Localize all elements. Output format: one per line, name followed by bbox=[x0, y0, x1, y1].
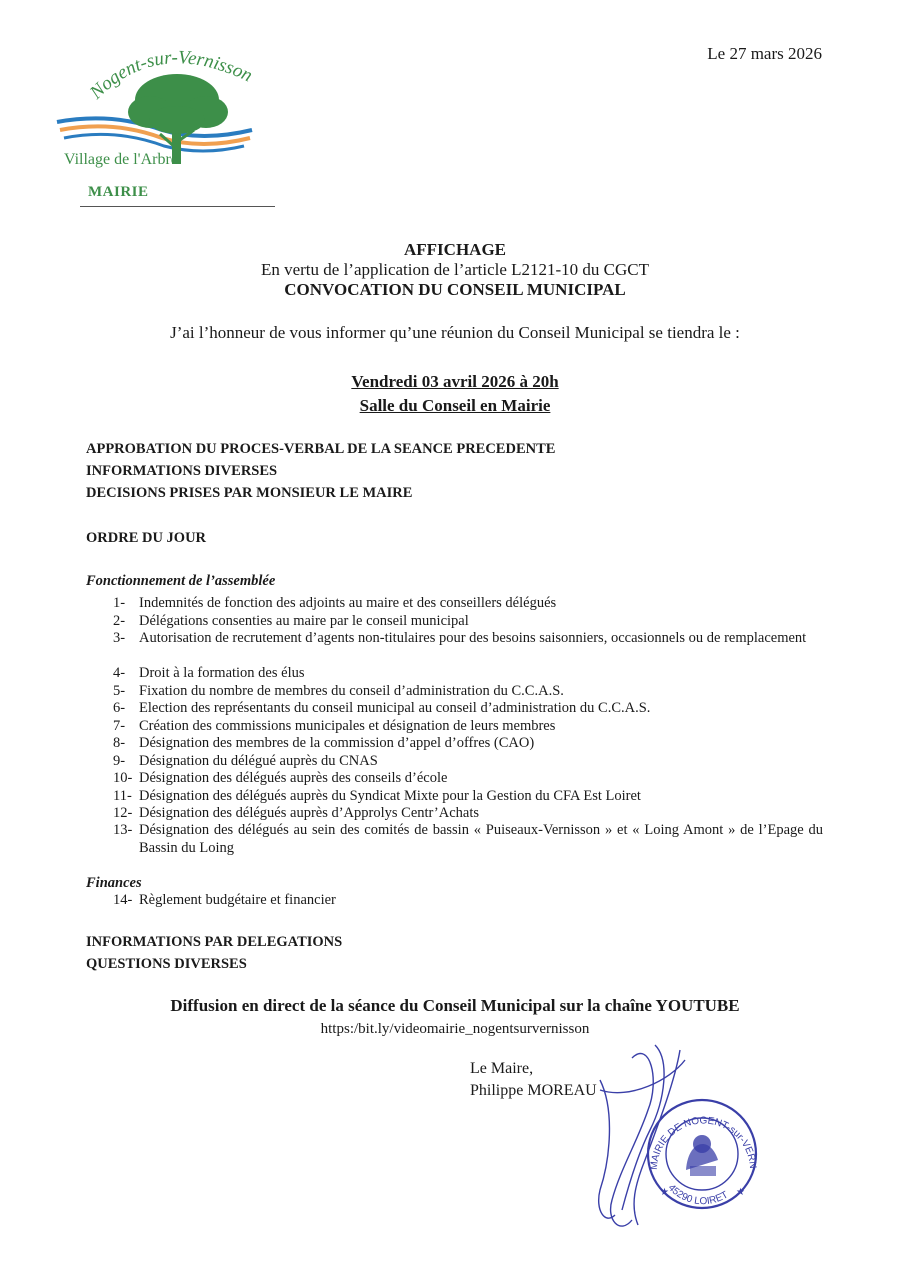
agenda-item: 4- Droit à la formation des élus bbox=[113, 665, 305, 681]
agenda-item: 13- Désignation des délégués au sein des comités de bassin « Puiseaux-Vernisson » et « Loing Amont » de l’Epage du Bassin du Loing bbox=[113, 822, 823, 856]
agenda-item: 8- Désignation des membres de la commission d’appel d’offres (CAO) bbox=[113, 735, 535, 751]
title-convocation: CONVOCATION DU CONSEIL MUNICIPAL bbox=[284, 280, 626, 299]
preliminary-item: APPROBATION DU PROCES-VERBAL DE LA SEANCE PRECEDENTE bbox=[86, 441, 556, 457]
live-stream-url[interactable]: https:/bit.ly/videomairie_nogentsurvernisson bbox=[320, 1021, 590, 1037]
signature-and-stamp bbox=[560, 1020, 780, 1240]
title-legal-basis: En vertu de l’application de l’article L2121-10 du CGCT bbox=[260, 260, 650, 279]
agenda-item: 12- Désignation des délégués auprès d’Approlys Centr’Achats bbox=[113, 805, 479, 821]
star-icon: ★ bbox=[736, 1187, 745, 1198]
agenda-item: 10- Désignation des délégués auprès des conseils d’école bbox=[113, 770, 448, 786]
signer-name: Philippe MOREAU bbox=[470, 1082, 597, 1099]
star-icon: ★ bbox=[660, 1187, 669, 1198]
meeting-details bbox=[0, 370, 900, 418]
logo-tagline: Village de l'Arbre bbox=[64, 151, 178, 168]
meeting-date-time: Vendredi 03 avril 2026 à 20h bbox=[351, 372, 559, 391]
meeting-location: Salle du Conseil en Mairie bbox=[359, 396, 551, 415]
handwritten-signature bbox=[599, 1045, 685, 1226]
section-title-finances: Finances bbox=[86, 875, 142, 891]
section-title-assembly: Fonctionnement de l’assemblée bbox=[86, 573, 276, 589]
stamp-bottom-text: 45290 LOIRET bbox=[665, 1182, 731, 1208]
intro-text: J’ai l’honneur de vous informer qu’une réunion du Conseil Municipal se tiendra le : bbox=[170, 323, 740, 342]
stamp-top-text: MAIRIE DE NOGENT-sur-VERN bbox=[648, 1115, 759, 1171]
title-affichage: AFFICHAGE bbox=[404, 240, 506, 259]
agenda-item: 7- Création des commissions municipales et désignation de leurs membres bbox=[113, 718, 556, 734]
agenda-item: 6- Election des représentants du conseil municipal au conseil d’administration du C.C.A.S. bbox=[113, 700, 651, 716]
live-stream-notice: Diffusion en direct de la séance du Conseil Municipal sur la chaîne YOUTUBE bbox=[170, 996, 740, 1015]
logo-mairie-label: MAIRIE bbox=[88, 184, 149, 200]
agenda-item: 11- Désignation des délégués auprès du Syndicat Mixte pour la Gestion du CFA Est Loiret bbox=[113, 788, 641, 804]
agenda-item: 3- Autorisation de recrutement d’agents non-titulaires pour des besoins saisonniers, occasionnels ou de remplacement bbox=[113, 630, 807, 646]
logo-town-name: Nogent-sur-Vernisson bbox=[85, 47, 256, 104]
logo-divider bbox=[80, 206, 275, 207]
agenda-item: 14- Règlement budgétaire et financier bbox=[113, 892, 336, 908]
agenda-item: 5- Fixation du nombre de membres du conseil d’administration du C.C.A.S. bbox=[113, 683, 564, 699]
agenda-heading: ORDRE DU JOUR bbox=[86, 530, 207, 546]
title-block bbox=[0, 240, 900, 300]
preliminary-item: DECISIONS PRISES PAR MONSIEUR LE MAIRE bbox=[86, 485, 413, 501]
closing-item: INFORMATIONS PAR DELEGATIONS bbox=[86, 934, 343, 950]
agenda-item: 1- Indemnités de fonction des adjoints au maire et des conseillers délégués bbox=[113, 595, 557, 611]
signer-role: Le Maire, bbox=[470, 1060, 534, 1077]
preliminary-item: INFORMATIONS DIVERSES bbox=[86, 463, 278, 479]
agenda-item: 2- Délégations consenties au maire par le conseil municipal bbox=[113, 613, 469, 629]
mairie-stamp bbox=[560, 1020, 758, 1208]
document-date: Le 27 mars 2026 bbox=[707, 44, 822, 63]
town-logo bbox=[52, 38, 282, 213]
closing-item: QUESTIONS DIVERSES bbox=[86, 956, 247, 972]
agenda-item: 9- Désignation du délégué auprès du CNAS bbox=[113, 753, 378, 769]
